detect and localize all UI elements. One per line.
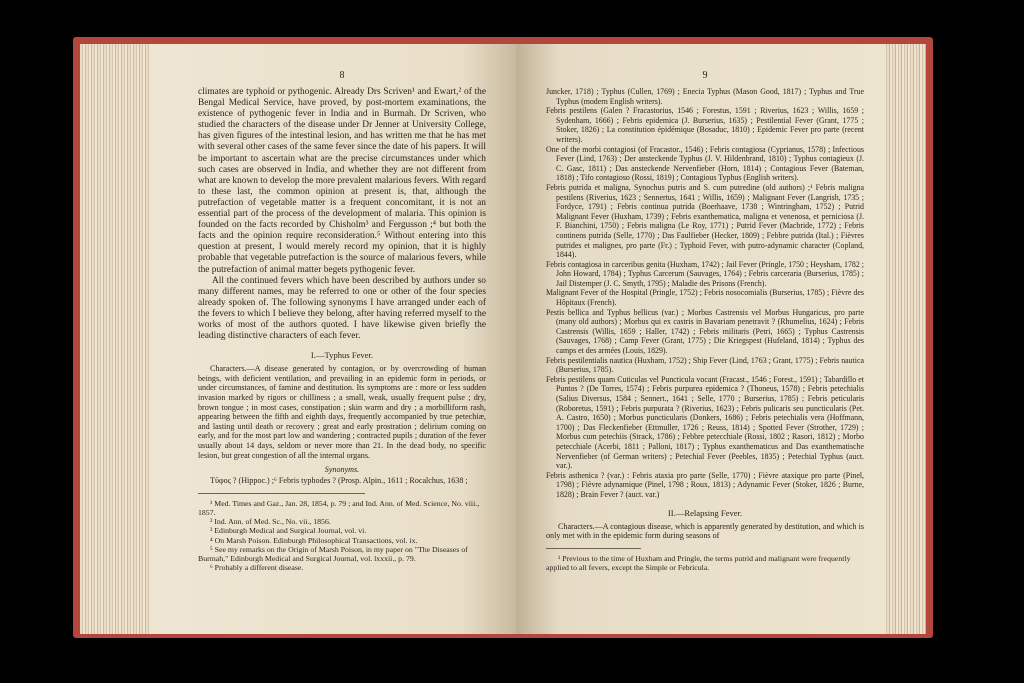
footnote-rule (198, 493, 365, 494)
characters-paragraph: Characters.—A disease generated by contagion, or by overcrowding of human beings, with deficient ventilation, and prevailing in an epidemic form in periods, or under circumstances, of famine and destitution. Its symptoms are : more or less sudden invasion marked by rigors or chilliness ; a small, weak, usually frequent pulse ; dry, brown tongue ; in most cases, constipation ; skin warm and dry ; a morbilliform rash, appearing between the fifth and eighth days, frequently accompanied by true petechiæ, and lasting until death or recovery ; great and early prostration ; delirium coming on early, and for the most part low and wandering ; contracted pupils ; duration of the fever usually about 14 days, seldom or never more than 21. In the dead body, no specific lesion, but great congestion of all the internal organs. (198, 364, 486, 460)
synonym-entry: Febris pestilentialis nautica (Huxham, 1752) ; Ship Fever (Lind, 1763 ; Grant, 1775) ; Febris nautica (Burserius, 1785). (546, 355, 864, 375)
footnote-rule (546, 548, 641, 549)
footnote: ¹ Previous to the time of Huxham and Pringle, the terms putrid and malignant were frequently applied to all fevers, except the Simple or Febricula. (546, 553, 851, 572)
paragraph: All the continued fevers which have been described by authors under so many different names, may be referred to one or other of the four species already spoken of. The following synonyms I have arranged under each of the fevers to which I believe they belong, after having referred myself to the works of most of the authors quoted. I have likewise given briefly the leading distinctive characters of each fever. (198, 275, 486, 342)
synonyms-line: Τῦφος ? (Hippoc.) ;⁶ Febris typhodes ? (Prosp. Alpin., 1611 ; Rocalchus, 1638 ; (210, 476, 468, 486)
synonym-entry: Febris pestilens (Galen ? Fracastorius, 1546 ; Forestus, 1591 ; Riverius, 1623 ; Willis, 1659 ; Sydenham, 1666) ; Febris epidemica (J. Burserius, 1635) ; Pestilential Fever (Grant, 1775 ; Stoker, 1826) ; La constitution épidémique (Bosaduc, 1810) ; Epidemic Fever pro parte (recent writers). (546, 106, 864, 144)
footnote: ² Ind. Ann. of Med. Sc., No. vii., 1856. (210, 517, 331, 527)
footnote: ¹ Med. Times and Gaz., Jan. 28, 1854, p. 79 ; and Ind. Ann. of Med. Science, No. viii., 1857. (198, 498, 480, 517)
page-edges-left (80, 44, 152, 634)
right-page (516, 44, 886, 634)
footnote: ³ Edinburgh Medical and Surgical Journal, vol. vi. (210, 526, 367, 536)
body-text (198, 87, 486, 342)
left-page (150, 44, 516, 634)
footnotes (198, 499, 486, 573)
paragraph: climates are typhoid or pythogenic. Already Drs Scriven¹ and Ewart,² of the Bengal Medical Service, have proved, by post-mortem examinations, the existence of pythogenic fever in India and in Burmah. Dr Scriven, who studied the characters of the disease under Dr Jenner at University College, has given figures of the intestinal lesion, and has written me that he has met with several other cases of the same fever since the date of his papers. It will be important to ascertain what are the precise circumstances under which such cases are observed in India, and whether they are not different from what are known to develop the more prevalent malarious fevers. With regard to these last, the common opinion at present is, that, although the putrefaction of vegetable matter is a frequent concomitant, it is not an essential part of the process of the development of malaria. This opinion is founded on the facts recorded by Chisholm³ and Fergusson ;⁴ but both the facts and the opinion require reconsideration.⁵ Without entering into this question at present, I would merely record my opinion, that it is highly probable that vegetable putrefaction is the source of malarious fevers, while the putrefaction of animal matter begets pythogenic fever. (198, 87, 486, 275)
footnotes (546, 554, 864, 572)
page-number: 8 (339, 70, 345, 81)
footnote: ⁴ On Marsh Poison. Edinburgh Philosophical Transactions, vol. ix. (210, 535, 418, 545)
characters-paragraph: Characters.—A contagious disease, which is apparently generated by destitution, and which is only met with in the epidemic form during seasons of (546, 521, 864, 541)
synonyms-heading: Synonyms. (324, 465, 360, 475)
footnote: ⁵ See my remarks on the Origin of Marsh Poison, in my paper on "The Diseases of Burmah," Edinburgh Medical and Surgical Journal, vol. lxxxii., p. 79. (198, 544, 468, 563)
section-heading: I.—Typhus Fever. (310, 350, 374, 361)
synonym-entry: One of the morbi contagiosi (of Fracastor., 1546) ; Febris contagiosa (Cyprianus, 1578) ; Infectious Fever (Lind, 1763) ; Der ansteckende Typhus (J. V. Hildenbrand, 1810) ; Typhus contagieux (J. C. Gasc, 1811) ; Das ansteckende Nervenfieber (Horn, 1814) ; Contagious Fever (Bateman, 1818) ; Tifo contagioso (Rossi, 1819) ; Contagious Typhus (English writers). (546, 144, 864, 183)
synonym-entry: Febris contagiosa in carceribus genita (Huxham, 1742) ; Jail Fever (Pringle, 1750 ; Heysham, 1782 ; John Howard, 1784) ; Typhus Carcerum (Sauvages, 1764) ; Febris carceraria (Burserius, 1785) ; Jail Distemper (J. C. Smyth, 1795) ; Maladie des Prisons (French). (546, 259, 864, 288)
characters-text (198, 364, 486, 460)
section-heading: II.—Relapsing Fever. (667, 507, 743, 518)
synonym-entry: Febris putrida et maligna, Synochus putris and S. cum putredine (old authors) ;¹ Febris maligna pestilens (Riverius, 1623 ; Sennertus, 1641 ; Willis, 1659) ; Malignant Fever (Langrish, 1735 ; Fordyce, 1791) ; Febris continua putrida (Boerhaave, 1738 ; Wintringham, 1752) ; Putrid Malignant Fever (Huxham, 1739) ; Febris exanthematica, maligna et venenosa, et perniciosa (J. F. Bianchini, 1750) ; Febris maligna (Le Roy, 1771) ; Putrid Fever (Macbride, 1772) ; Febris continens putrida (Selle, 1770) ; Das Faulfieber (Hecker, 1809) ; Febbre putrida (Ital.) ; Fièvres putrides et malignes, pro parte (Fr.) ; Typhoid Fever, with putro-adynamic character (Copland, 1844). (546, 182, 864, 260)
footnote: ⁶ Probably a different disease. (210, 563, 304, 573)
synonym-entry: Juncker, 1718) ; Typhus (Cullen, 1769) ; Enecia Typhus (Mason Good, 1817) ; Typhus and True Typhus (modern English writers). (546, 87, 864, 106)
synonym-entry: Malignant Fever of the Hospital (Pringle, 1752) ; Febris nosocomialis (Burserius, 1785) ; Fièvre des Hôpitaux (French). (546, 288, 864, 308)
synonym-entry: Febris pestilens quam Cuticulas vel Puncticula vocant (Fracast., 1546 ; Forest., 1591) ; Tabardillo et Puntos ? (De Torres, 1574) ; Febris purpurea epidemica ? (Thoneus, 1578) ; Febris petechialis (Salius Diversus, 1584 ; Sennert., 1641 ; Selle, 1770 ; Burserius, 1785) ; Febris peticularis (Roboretus, 1591) ; Febris purpurata ? (Riverius, 1623) ; Febris pulicaris seu puncticularis (Pet. A. Castro, 1650) ; Morbus puncticularis (Donkers, 1686) ; Febris petechialis vera (Hoffmann, 1700) ; Das Fleckenfieber (Ettmuller, 1726 ; Reuss, 1814) ; Spotted Fever (Strother, 1729) ; Morbus cum petechiis (Strack, 1786) ; Febbre petecchiale (Rossi, 1802 ; Rasori, 1812) ; Morbo petecchiale (Acerbi, 1811 ; Palloni, 1817) ; Typhus exanthematicus and Das exanthematische Nervenfieber (of German writers) ; Petechial Fever (Peebles, 1835) ; Petechial Typhus (auct. var.). (546, 374, 864, 471)
synonyms-list (546, 87, 864, 500)
page-edges-right (884, 44, 926, 634)
synonym-entry: Pestis bellica and Typhus bellicus (var.) ; Morbus Castrensis vel Morbus Hungaricus, pro parte (many old authors) ; Morbus qui ex castris in Bavariam penetravit ? (Rhumelius, 1624) ; Febris Castrensis (Willis, 1659 ; Haller, 1742) ; Febris militaris (Petri, 1665) ; Typhus Castrensis (Sauvages, 1768) ; Camp Fever (Grant, 1775) ; Die Kriegspest (Hufeland, 1814) ; Typhus des camps et des armées (Louis, 1829). (546, 307, 864, 356)
page-number: 9 (702, 70, 708, 81)
characters-text (546, 522, 864, 541)
synonyms-text (198, 476, 486, 486)
synonym-entry: Febris asthenica ? (var.) : Febris ataxia pro parte (Selle, 1770) ; Fièvre ataxique pro parte (Pinel, 1798) ; Fièvre adynamique (Pinel, 1798 ; Roux, 1813) ; Adynamic Fever (Stoker, 1826 ; Burne, 1828) ; Brain Fever ? (auct. var.) (546, 470, 864, 499)
